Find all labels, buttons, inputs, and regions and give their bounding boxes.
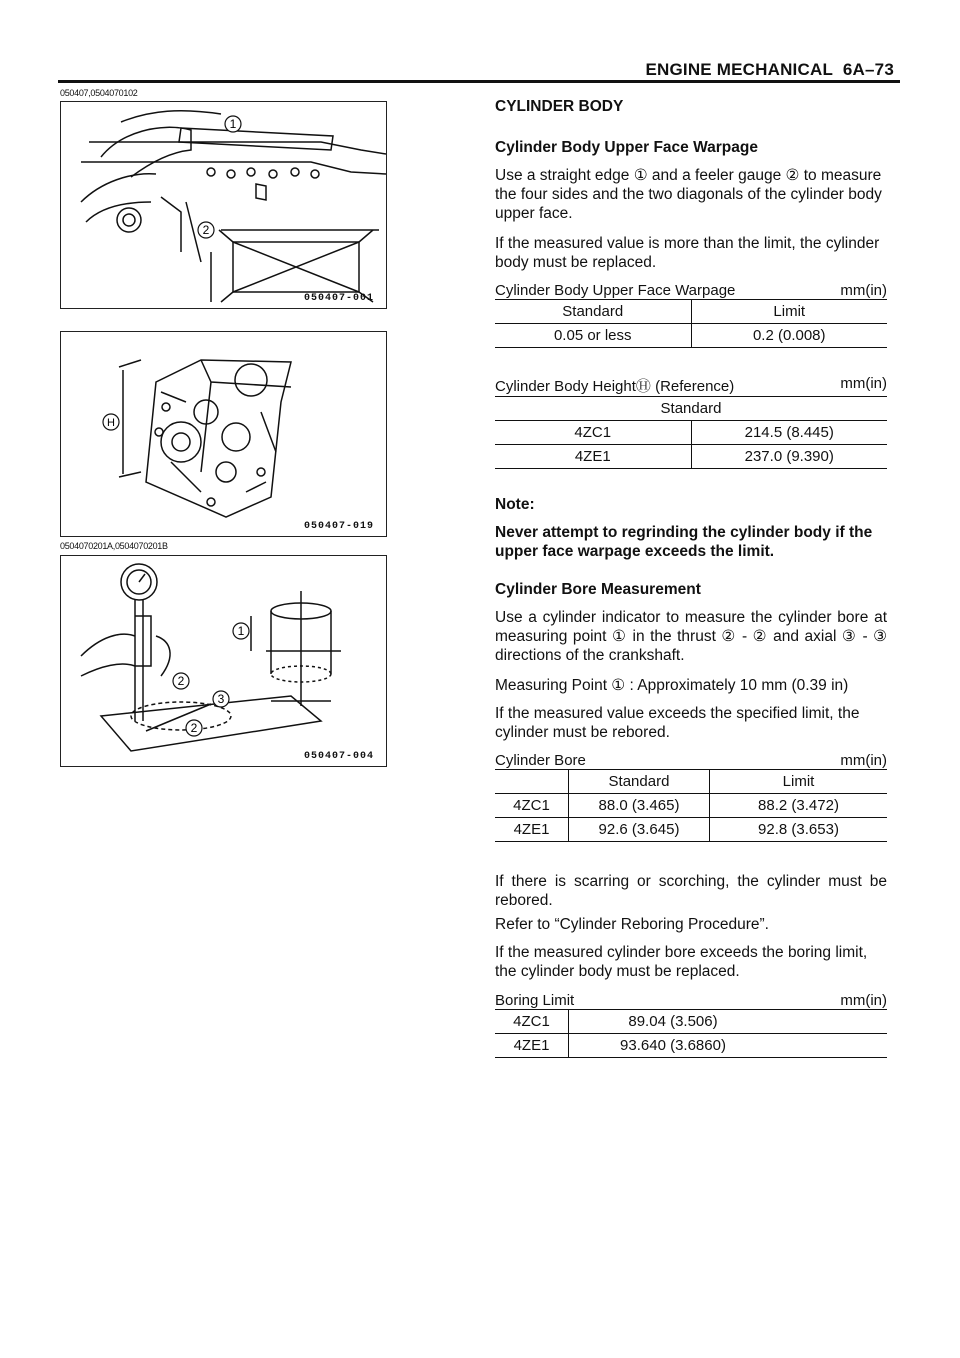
boring-table-unit: mm(in) xyxy=(840,992,887,1009)
bore-table-block xyxy=(495,752,887,842)
bore-paragraph-2: Measuring Point ① : Approximately 10 mm (0.39 in) xyxy=(495,677,849,694)
warpage-header-limit: Limit xyxy=(691,300,887,324)
bore-paragraph-3: If the measured value exceeds the specified limit, the cylinder must be rebored. xyxy=(495,705,860,741)
header-rule xyxy=(58,80,900,83)
warpage-heading: Cylinder Body Upper Face Warpage xyxy=(495,139,758,156)
height-table-unit: mm(in) xyxy=(840,375,887,392)
bore-paragraph-4: If there is scarring or scorching, the cylinder must be rebored. xyxy=(495,873,887,909)
boring-model-4zc1: 4ZC1 xyxy=(495,1010,569,1034)
warpage-table xyxy=(495,299,887,348)
callout-3-icon: 3 xyxy=(217,692,225,706)
bore-standard-4zc1: 88.0 (3.465) xyxy=(569,794,710,818)
callout-2b-icon: 2 xyxy=(190,721,198,735)
warpage-paragraph-1: Use a straight edge ① and a feeler gauge ② to measure the four sides and the two diagonals of the cylinder body upper face. xyxy=(495,167,882,222)
callout-h-icon: H xyxy=(107,417,115,429)
boring-limit-4ze1: 93.640 (3.6860) xyxy=(569,1034,888,1058)
figure-2-code: 050407-019 xyxy=(303,521,374,532)
cylinder-bore-gauge-illustration xyxy=(61,556,386,766)
straight-edge-illustration xyxy=(61,102,386,308)
figure-3 xyxy=(60,555,387,767)
warpage-header-standard: Standard xyxy=(495,300,691,324)
callout-1-icon: 1 xyxy=(237,624,245,638)
figure-1-code: 050407-001 xyxy=(303,293,374,304)
boring-model-4ze1: 4ZE1 xyxy=(495,1034,569,1058)
bore-table xyxy=(495,769,887,842)
figure-3-label: 0504070201A,0504070201B xyxy=(60,541,168,551)
page-header xyxy=(645,60,894,80)
bore-standard-4ze1: 92.6 (3.645) xyxy=(569,818,710,842)
boring-limit-4zc1: 89.04 (3.506) xyxy=(569,1010,888,1034)
boring-table xyxy=(495,1009,887,1058)
height-model-4zc1: 4ZC1 xyxy=(495,421,691,445)
note-text: Never attempt to regrinding the cylinder body if the upper face warpage exceeds the limit. xyxy=(495,524,873,560)
cylinder-body-height-illustration xyxy=(61,332,386,536)
warpage-table-block xyxy=(495,282,887,348)
height-header-standard: Standard xyxy=(495,397,887,421)
height-value-4ze1: 237.0 (9.390) xyxy=(691,445,887,469)
bore-table-title: Cylinder Bore xyxy=(495,752,586,769)
height-table-title: Cylinder Body HeightⒽ (Reference) xyxy=(495,378,735,395)
bore-paragraph-6: If the measured cylinder bore exceeds the boring limit, the cylinder body must be replaced. xyxy=(495,944,868,980)
bore-paragraph-1: Use a cylinder indicator to measure the cylinder bore at measuring point ① in the thrust ② - ② and axial ③ - ③ directions of the crankshaft. xyxy=(495,609,887,664)
height-value-4zc1: 214.5 (8.445) xyxy=(691,421,887,445)
figure-1-label: 050407,0504070102 xyxy=(60,88,138,98)
section-title: CYLINDER BODY xyxy=(495,98,624,115)
note-label: Note: xyxy=(495,496,535,513)
figure-2 xyxy=(60,331,387,537)
warpage-paragraph-2: If the measured value is more than the limit, the cylinder body must be replaced. xyxy=(495,235,880,271)
boring-table-title: Boring Limit xyxy=(495,992,575,1009)
height-model-4ze1: 4ZE1 xyxy=(495,445,691,469)
bore-table-unit: mm(in) xyxy=(840,752,887,769)
callout-2-icon: 2 xyxy=(177,674,185,688)
bore-limit-4ze1: 92.8 (3.653) xyxy=(710,818,888,842)
warpage-limit-value: 0.2 (0.008) xyxy=(691,324,887,348)
warpage-table-unit: mm(in) xyxy=(840,282,887,299)
figure-3-code: 050407-004 xyxy=(303,751,374,762)
warpage-standard-value: 0.05 or less xyxy=(495,324,691,348)
height-table xyxy=(495,396,887,469)
bore-model-4zc1: 4ZC1 xyxy=(495,794,569,818)
page-number: 6A–73 xyxy=(842,60,894,79)
bore-header-standard: Standard xyxy=(569,770,710,794)
bore-header-limit: Limit xyxy=(710,770,888,794)
callout-2-icon: 2 xyxy=(202,223,210,237)
bore-model-4ze1: 4ZE1 xyxy=(495,818,569,842)
boring-table-block xyxy=(495,992,887,1058)
warpage-table-title: Cylinder Body Upper Face Warpage xyxy=(495,282,736,299)
height-table-block xyxy=(495,375,887,469)
bore-limit-4zc1: 88.2 (3.472) xyxy=(710,794,888,818)
bore-paragraph-5: Refer to “Cylinder Reboring Procedure”. xyxy=(495,916,769,933)
bore-heading: Cylinder Bore Measurement xyxy=(495,581,701,598)
callout-1-icon: 1 xyxy=(229,117,237,131)
figure-1 xyxy=(60,101,387,309)
header-title: ENGINE MECHANICAL xyxy=(645,60,834,79)
